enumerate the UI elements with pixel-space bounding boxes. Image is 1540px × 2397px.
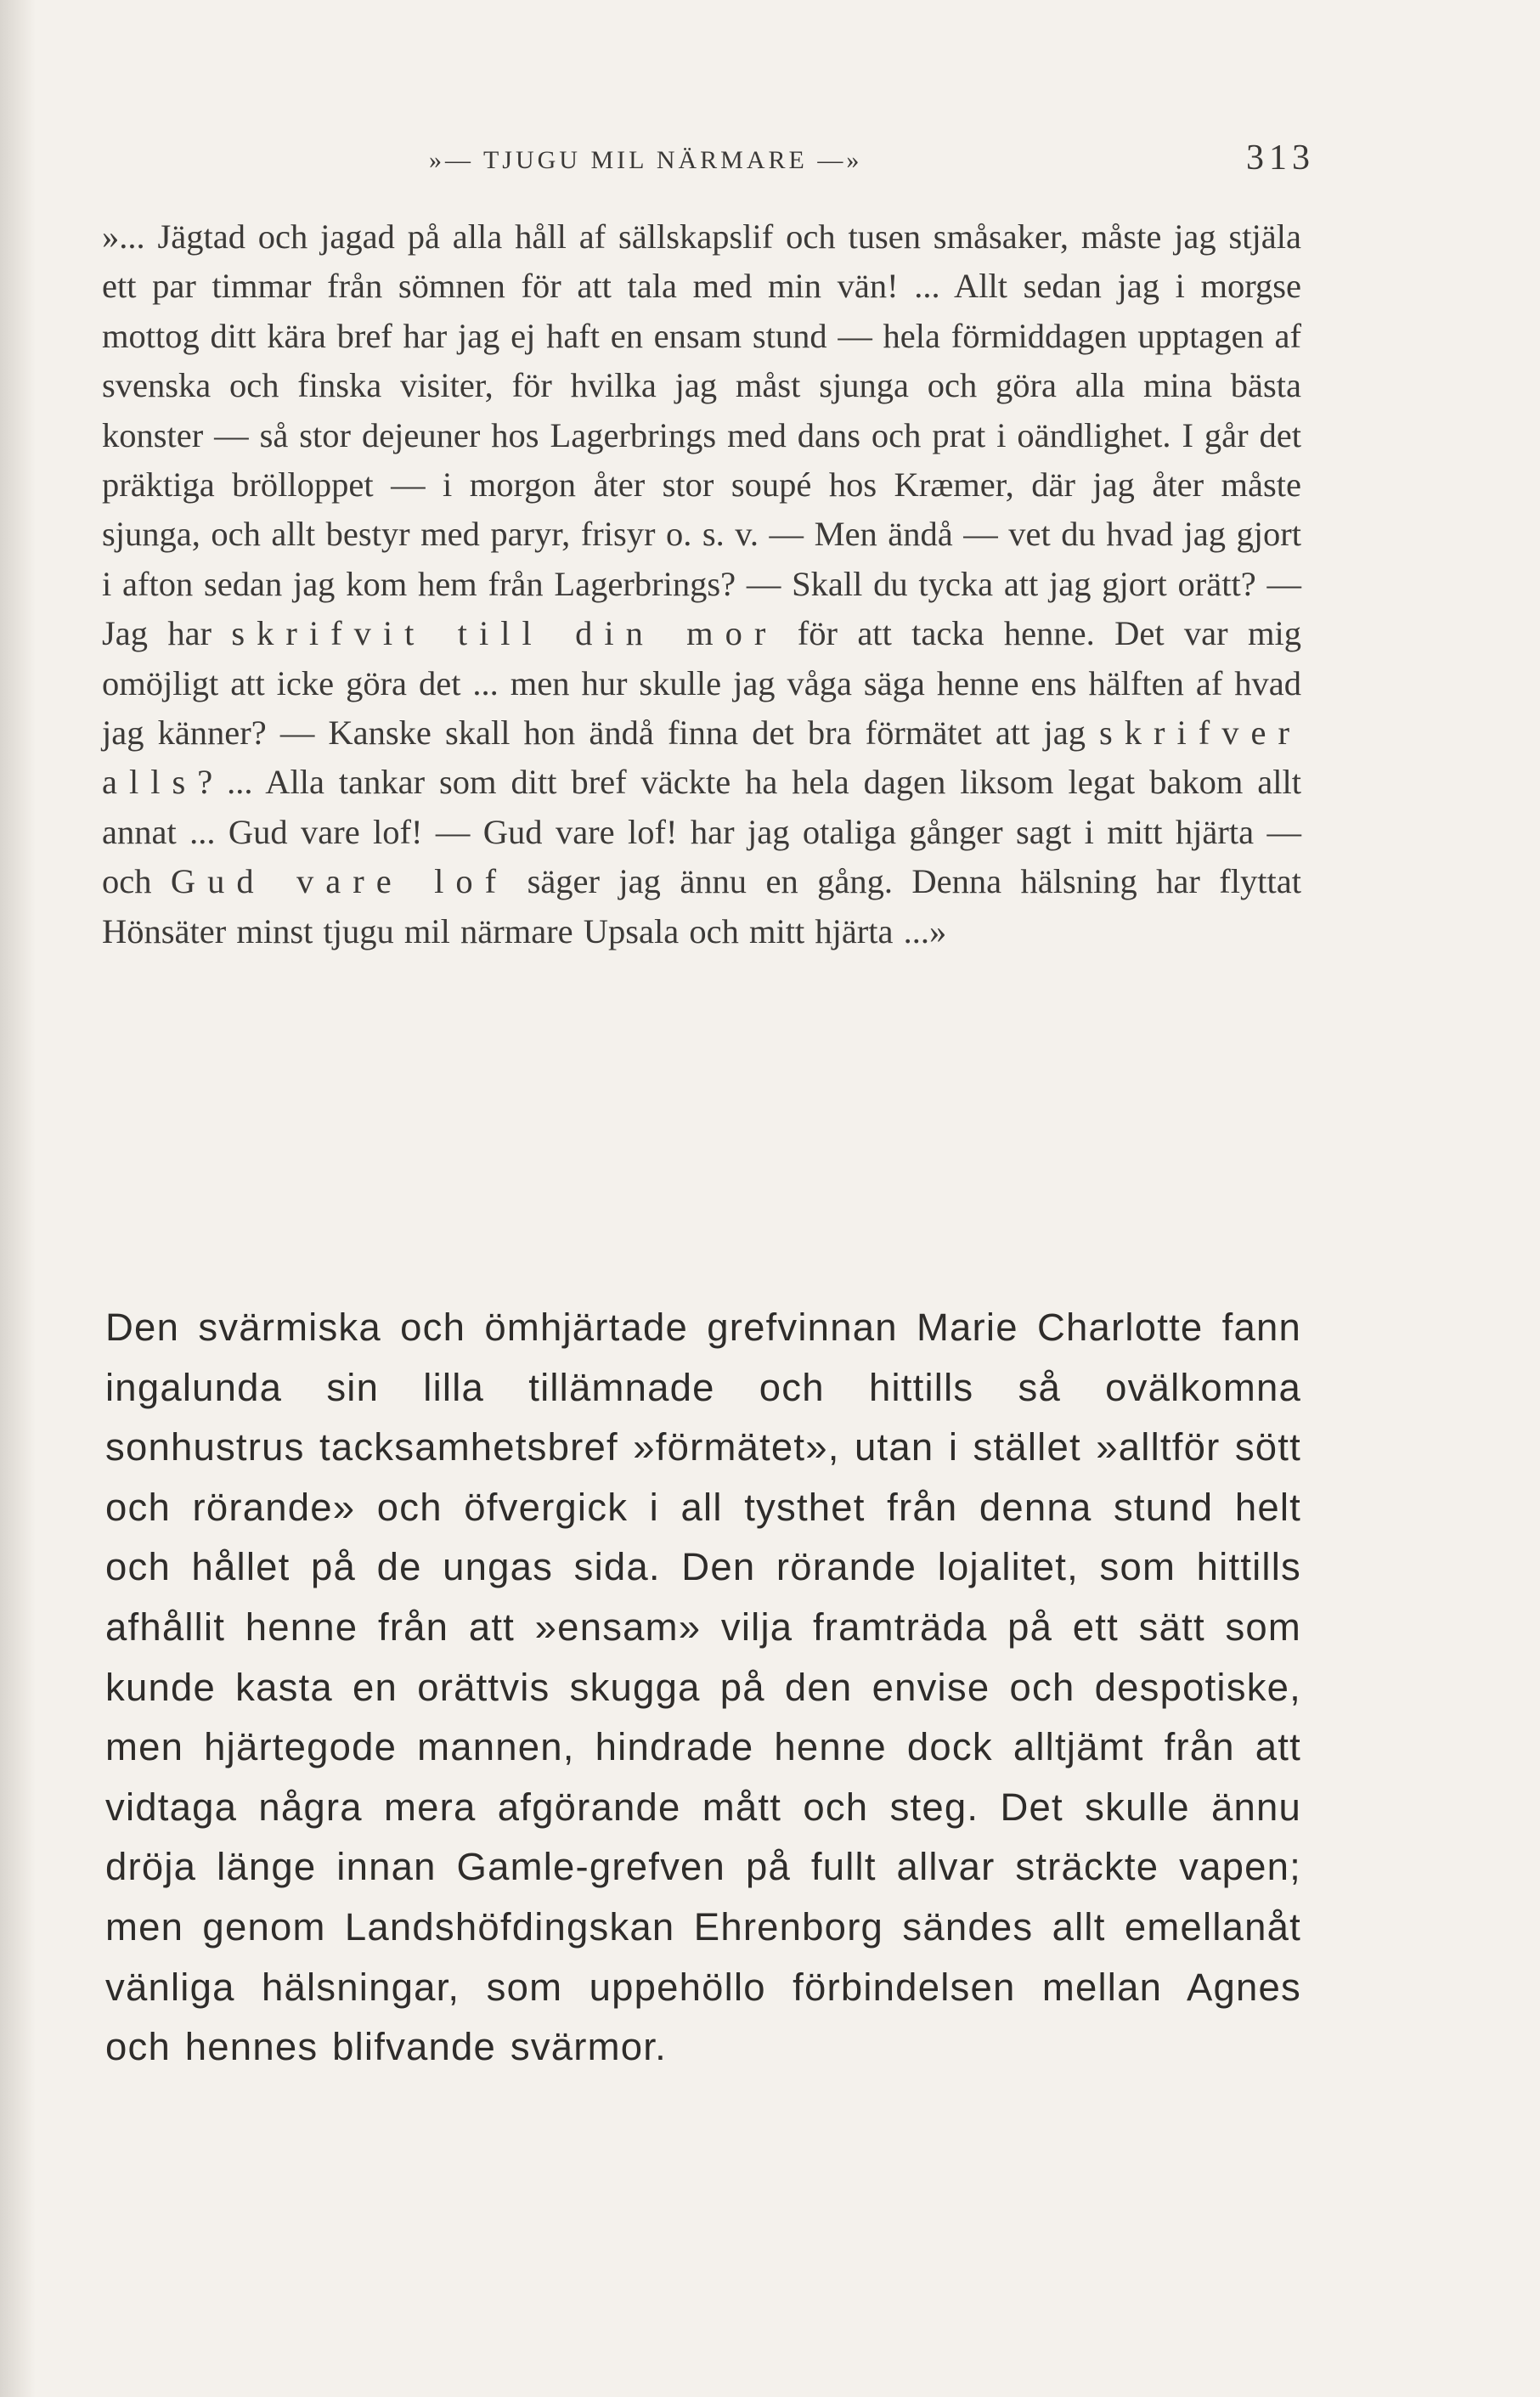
letter-emphasis-1: skrifvit till din mor	[231, 614, 778, 653]
letter-text-2: för att tacka henne. Det var mig omöjligt att icke göra det ... men hur skulle jag våga säga henne ens hälften af hvad jag känner? — Kanske skall hon ändå finna det bra förmätet att jag	[102, 614, 1301, 753]
letter-text-1: »... Jägtad och jagad på alla håll af sällskapslif och tusen småsaker, måste jag stjäla ett par timmar från sömnen för att tala med min vän! ... Allt sedan jag i morgse mottog ditt kära bref har jag ej haft en ensam stund — hela förmiddagen upptagen af svenska och finska visiter, för hvilka jag måst sjunga och göra alla mina bästa konster — så stor dejeuner hos Lagerbrings med dans och prat i oändlighet. I går det präktiga brölloppet — i morgon åter stor soupé hos Kræmer, där jag åter måste sjunga, och allt bestyr med paryr, frisyr o. s. v. — Men ändå — vet du hvad jag gjort i afton sedan jag kom hem från Lagerbrings? — Skall du tycka att jag gjort orätt? — Jag har	[102, 217, 1301, 653]
page-spine-shadow	[0, 0, 36, 2397]
quoted-letter	[102, 212, 1301, 956]
letter-emphasis-3: Gud vare lof	[170, 862, 509, 901]
narrative-paragraph: Den svärmiska och ömhjärtade grefvinnan Marie Charlotte fann ingalunda sin lilla tillämnade och hittills så ovälkomna sonhustrus tacksamhetsbref »förmätet», utan i stället »alltför sött och rörande» och öfvergick i all tysthet från denna stund helt och hållet på de ungas sida. Den rörande lojalitet, som hittills afhållit henne från att »ensam» vilja framträda på ett sätt som kunde kasta en orättvis skugga på den envise och despotiske, men hjärtegode mannen, hindrade henne dock alltjämt från att vidtaga några mera afgörande mått och steg. Det skulle ännu dröja länge innan Gamle-grefven på fullt allvar sträckte vapen; men genom Landshöfdingskan Ehrenborg sändes allt emellanåt vänliga hälsningar, som uppehöllo förbindelsen mellan Agnes och hennes blifvande svärmor.	[105, 1306, 1301, 2069]
letter-emphasis-2: skrifver alls	[102, 713, 1301, 802]
page-number: 313	[1246, 138, 1315, 178]
page-header	[0, 138, 1540, 189]
letter-text-4: säger jag ännu en gång. Denna hälsning har flyttat Hönsäter minst tjugu mil närmare Upsala och mitt hjärta ...»	[102, 862, 1301, 950]
letter-text-3: ? ... Alla tankar som ditt bref väckte ha hela dagen liksom legat bakom allt annat ... Gud vare lof! — Gud vare lof! har jag otaliga gånger sagt i mitt hjärta — och	[102, 763, 1301, 901]
running-head: »— TJUGU MIL NÄRMARE —»	[429, 146, 863, 174]
